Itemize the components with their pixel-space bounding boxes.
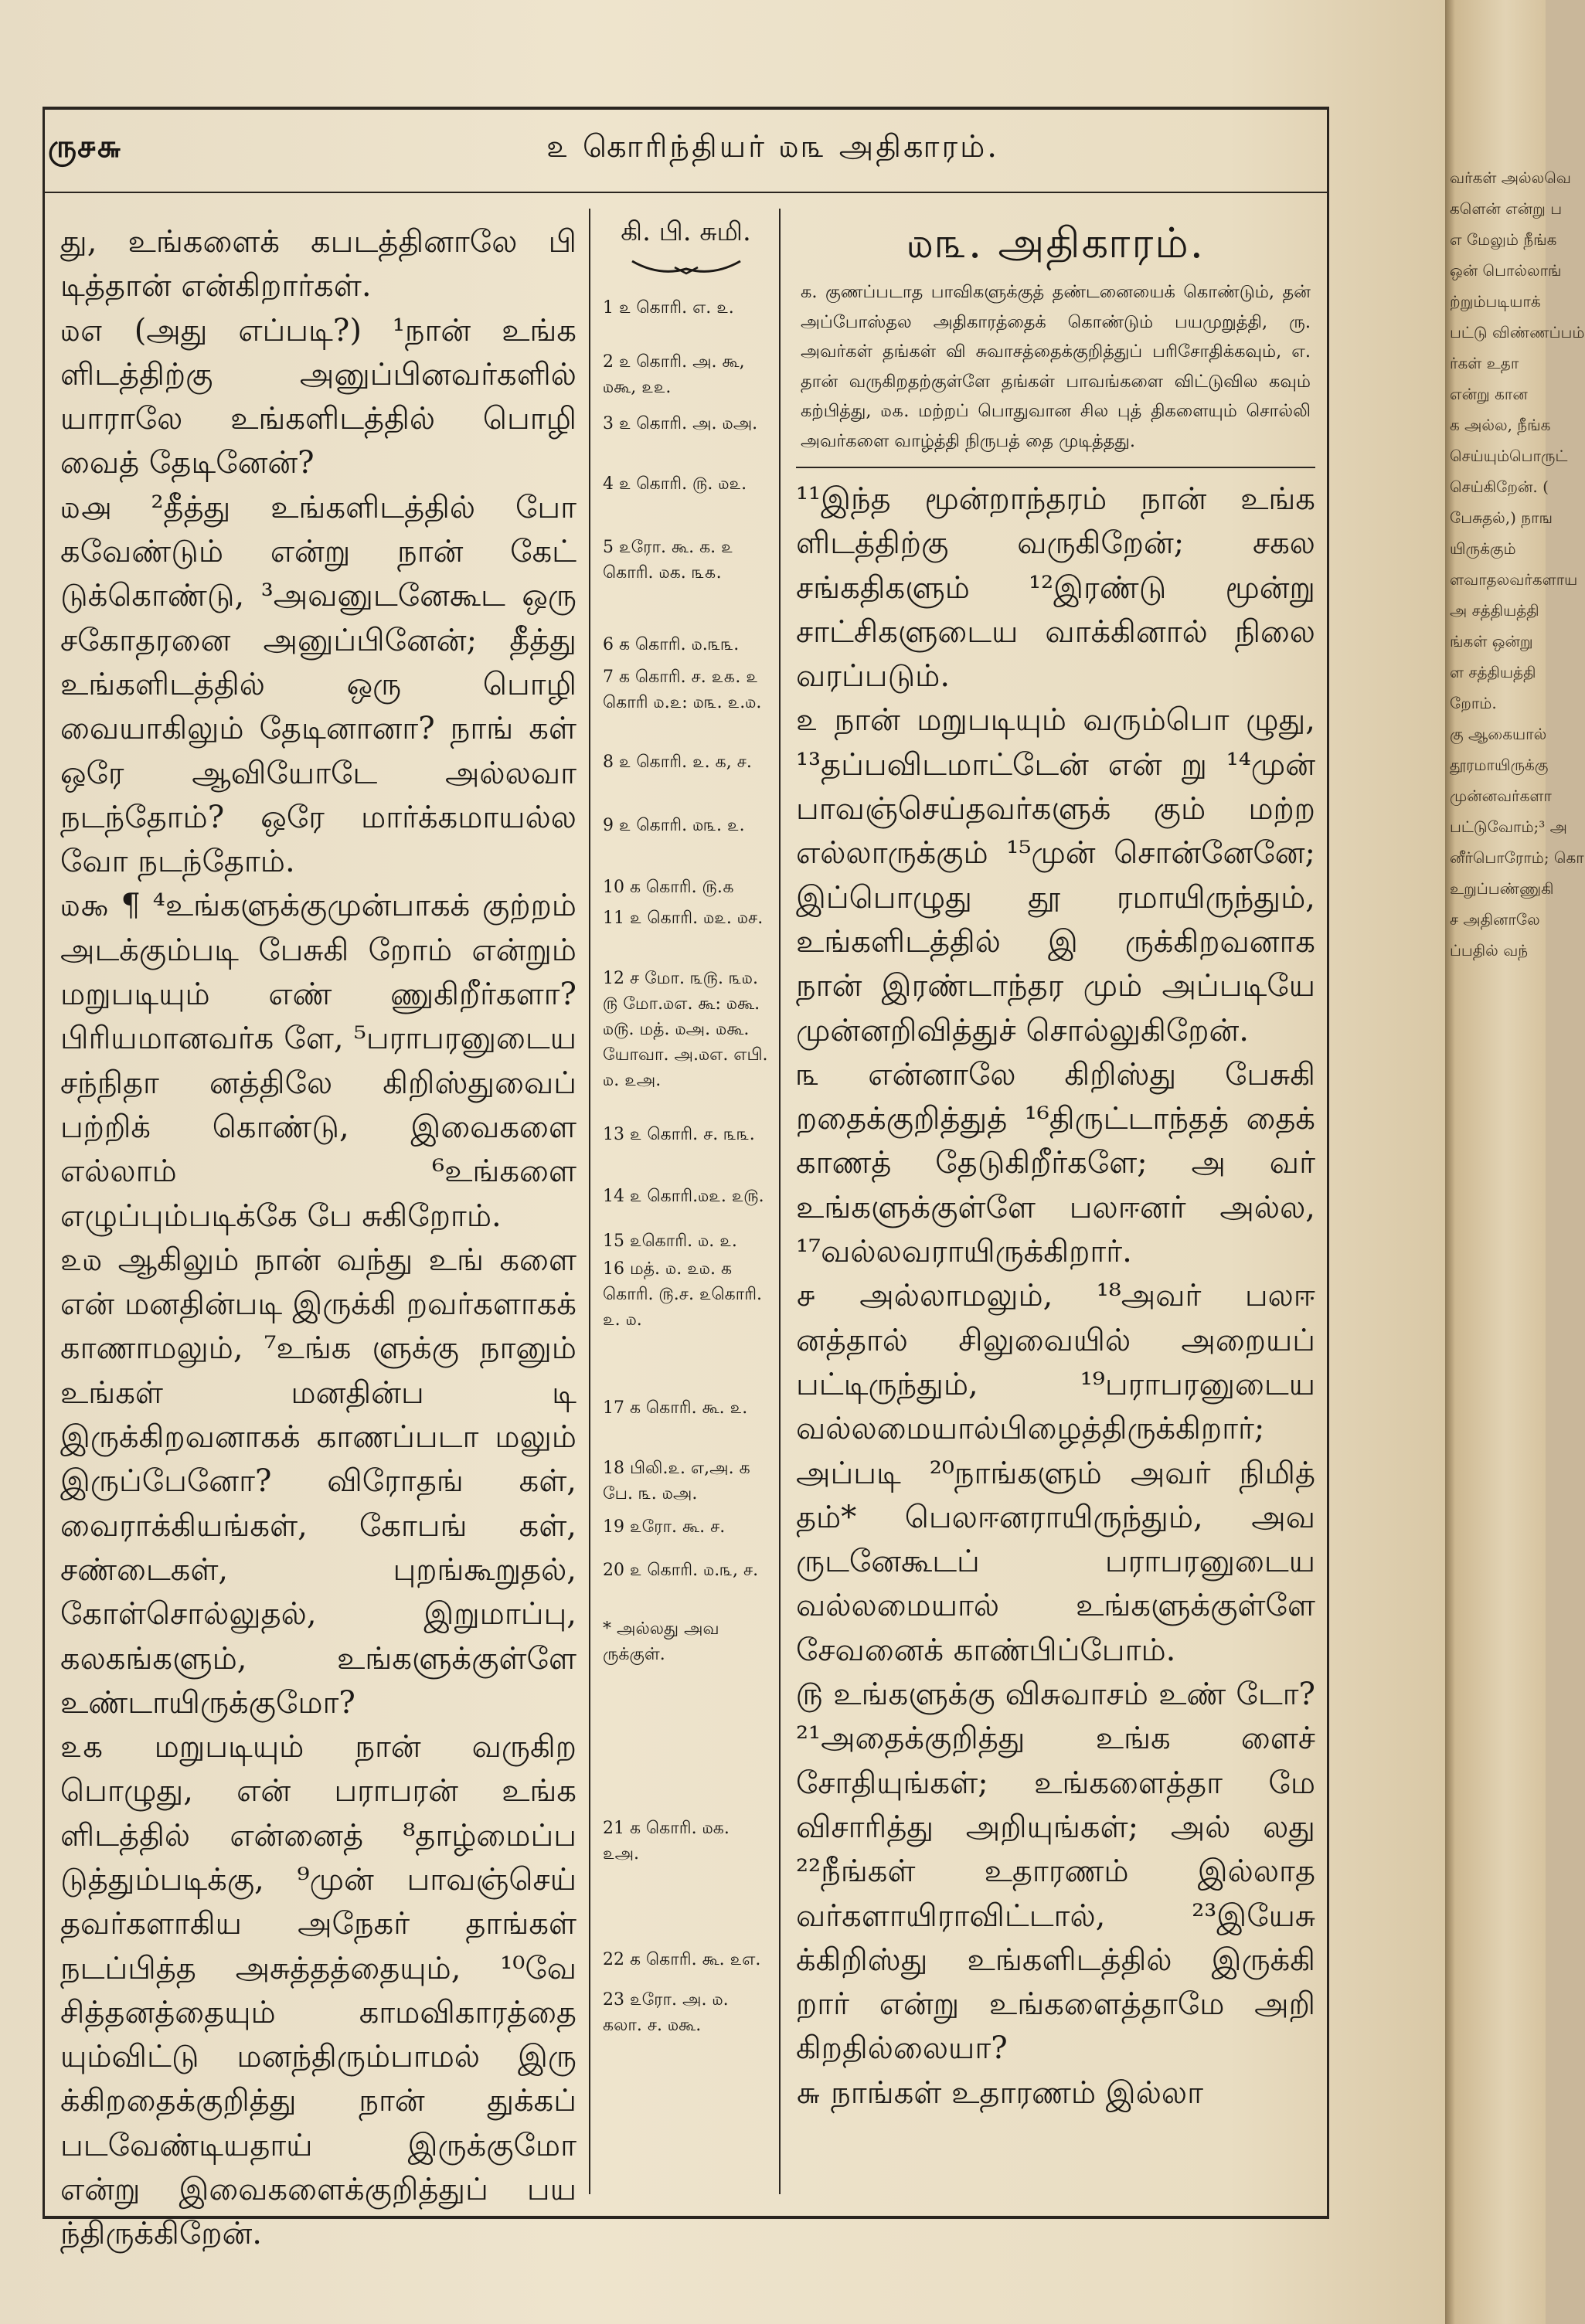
adjacent-page-line: முன்னவர்களா: [1450, 787, 1552, 805]
left-para-5: ௨௰ ஆகிலும் நான் வந்து உங் களை என் மனதின்படி இருக்கி றவர்களாகக் காணாமலும், ⁷உங்க ளுக்கு நானும் உங்கள் மனதின்ப டி இருக்கிறவனாகக் காணப்படா மலும் இருப்பேனோ? விரோதங் கள், வைராக்கியங்கள், கோபங் கள், சண்டைகள், புறங்கூறுதல், கோள்சொல்லுதல், இறுமாப்பு, கலகங்களும், உங்களுக்குள்ளே உண்டாயிருக்குமோ?: [60, 1242, 577, 1721]
adjacent-page-line: ர்கள் உதா: [1450, 354, 1519, 372]
reference-column: [603, 209, 769, 2186]
adjacent-page-text: [1445, 0, 1585, 966]
ref-18: 18 பிலி.௨. எ,அ. க பே. ௩. ௰அ.: [603, 1459, 750, 1503]
right-column: [796, 212, 1315, 2115]
adjacent-page-line: க அல்ல, நீங்க: [1450, 416, 1551, 434]
right-para-6: ௬ நாங்கள் உதாரணம் இல்லா: [796, 2074, 1204, 2111]
ref-12: 12 ச மோ. ௩௫. ௩௰. ௫ மோ.௰எ. கூ: ௰கூ. ௰௫. மத். ௰அ. ௰கூ. யோவா. அ.௰எ. எபி. ௰. ௨அ.: [603, 969, 768, 1090]
adjacent-page-line: ள சத்தியத்தி: [1450, 663, 1536, 681]
ref-13: 13 ௨ கொரி. ச. ௩௩.: [603, 1125, 755, 1144]
top-rule: [43, 107, 1329, 110]
adjacent-page-line: என்று கான: [1450, 385, 1528, 403]
left-para-2: ௰௭ (அது எப்படி?) ¹நான் உங்க ளிடத்திற்கு அனுப்பினவர்களில் யாராலே உங்களிடத்தில் பொழி வைத் தேடினேன்?: [60, 312, 577, 481]
adjacent-page-line: ளவாதலவர்களாய: [1450, 570, 1578, 589]
left-para-4: ௰௯ ¶ ⁴உங்களுக்குமுன்பாகக் குற்றம் அடக்கும்படி பேசுகி றோம் என்றும் மறுபடியும் எண் ணுகிறீர்களா? பிரியமானவர்க ளே, ⁵பராபரனுடைய சந்நிதா னத்திலே கிறிஸ்துவைப் பற்றிக் கொண்டு, இவைகளை எல்லாம் ⁶உங்களை எழுப்பும்படிக்கே பே சுகிறோம்.: [60, 888, 577, 1234]
left-para-6: ௨௧ மறுபடியும் நான் வருகிற பொழுது, என் பராபரன் உங்க ளிடத்தில் என்னைத் ⁸தாழ்மைப்ப டுத்தும்படிக்கு, ⁹முன் பாவஞ்செய் தவர்களாகிய அநேகர் தாங்கள் நடப்பித்த அசுத்தத்தையும், ¹⁰வே சித்தனத்தையும் காமவிகாரத்தை யும்விட்டு மனந்திரும்பாமல் இரு க்கிறதைக்குறித்து நான் துக்கப் படவேண்டியதாய் இருக்குமோ என்று இவைகளைக்குறித்துப் பய ந்திருக்கிறேன்.: [60, 1729, 577, 2252]
ref-9: 9 ௨ கொரி. ௰௩. ௨.: [603, 816, 745, 835]
adjacent-page-line: பட்டுவோம்;³ அ: [1450, 817, 1567, 836]
ref-footnote-star: * அல்லது அவ ருக்குள்.: [603, 1619, 719, 1664]
chapter-summary: க. குணப்படாத பாவிகளுக்குத் தண்டனையைக் கொண்டும், தன் அப்போஸ்தல அதிகாரத்தைக் கொண்டும் பயமுறுத்தி, ரு. அவர்கள் தங்கள் வி சுவாசத்தைக்குறித்துப் பரிசோதிக்கவும், எ. தான் வருகிறதற்குள்ளே தங்கள் பாவங்களை விட்டுவில கவும் கற்பித்து, ௰௧. மற்றப் பொதுவான சில புத் திகளையும் சொல்லி அவர்களை வாழ்த்தி நிருபத் தை முடித்தது.: [801, 282, 1311, 451]
adjacent-page-line: தூரமாயிருக்கு: [1450, 756, 1549, 774]
ref-20: 20 ௨ கொரி. ௰.௩, ச.: [603, 1561, 759, 1580]
ref-4: 4 ௨ கொரி. ௫. ௰௨.: [603, 474, 747, 494]
left-column: [60, 220, 577, 2257]
adjacent-page-line: ற்றும்படியாக்: [1450, 292, 1541, 311]
ref-21: 21 க கொரி. ௰க. ௨அ.: [603, 1819, 730, 1864]
ref-8: 8 ௨ கொரி. ௨. க, ச.: [603, 753, 752, 772]
adjacent-page-line: யிருக்கும்: [1450, 539, 1516, 558]
adjacent-page-line: களென் என்று ப: [1450, 199, 1563, 218]
ref-2: 2 ௨ கொரி. அ. கூ, ௰கூ, ௨௨.: [603, 352, 745, 397]
right-para-5: ௫ உங்களுக்கு விசுவாசம் உண் டோ? ²¹அதைக்குறித்து உங்க ளைச் சோதியுங்கள்; உங்களைத்தா மே விசாரித்து அறியுங்கள்; அல் லது ²²நீங்கள் உதாரணம் இல்லாத வர்களாயிராவிட்டால், ²³இயேசு க்கிறிஸ்து உங்களிடத்தில் இருக்கி றார் என்று உங்களைத்தாமே அறி கிறதில்லையா?: [796, 1677, 1315, 2067]
left-para-1: து, உங்களைக் கபடத்தினாலே பி டித்தான் என்கிறார்கள்.: [60, 224, 577, 304]
adjacent-page-line: அ சத்தியத்தி: [1450, 601, 1539, 620]
ref-7: 7 க கொரி. ச. ௨௧. ௨ கொரி ௰.௨: ௰௩. ௨.௰.: [603, 668, 762, 712]
right-para-3: ௩ என்னாலே கிறிஸ்து பேசுகி றதைக்குறித்துத் ¹⁶திருட்டாந்தத் தைக் காணத் தேடுகிறீர்களே; அ வர் உங்களுக்குள்ளே பலஈனர் அல்ல, ¹⁷வல்லவராயிருக்கிறார்.: [796, 1056, 1315, 1270]
chapter-title: ௰௩. அதிகாரம்.: [906, 219, 1205, 267]
adjacent-page-line: ச அதினாலே: [1450, 910, 1540, 929]
ref-22: 22 க கொரி. கூ. ௨எ.: [603, 1950, 761, 1969]
ref-16: 16 மத். ௰. ௨௰. க கொரி. ௫.ச. ௨கொரி. ௨. ௰.: [603, 1259, 763, 1330]
ornament-flourish: [628, 258, 744, 278]
ref-3: 3 ௨ கொரி. அ. ௰அ.: [603, 414, 758, 433]
right-border: [1327, 107, 1329, 2219]
page-number: ரு௪௬: [48, 128, 122, 165]
ref-14: 14 ௨ கொரி.௰௨. ௨௫.: [603, 1187, 764, 1206]
ref-19: 19 ௨ரோ. கூ. ச.: [603, 1517, 726, 1537]
ref-17: 17 க கொரி. கூ. ௨.: [603, 1398, 748, 1418]
ref-23: 23 ௨ரோ. அ. ௰. கலா. ச. ௰கூ.: [603, 1990, 729, 2035]
adjacent-page-line: ப்பதில் வந்: [1450, 941, 1529, 960]
adjacent-page-line: னீர்பொரோம்; கொ: [1450, 848, 1584, 867]
ref-11: 11 ௨ கொரி. ௰௨. ௰ச.: [603, 909, 764, 928]
adjacent-page-line: பேசுதல்,) நாங: [1450, 508, 1553, 527]
adjacent-page-line: றோம்.: [1450, 694, 1497, 712]
right-para-1: ¹¹இந்த மூன்றாந்தரம் நான் உங்க ளிடத்திற்கு வருகிறேன்; சகல சங்கதிகளும் ¹²இரண்டு மூன்று சாட்சிகளுடைய வாக்கினால் நிலை வரப்படும்.: [796, 481, 1315, 695]
summary-rule: [796, 467, 1315, 468]
adjacent-page-line: ங்கள் ஒன்று: [1450, 632, 1533, 651]
column-divider-2: [779, 209, 781, 2194]
right-para-2: ௨ நான் மறுபடியும் வரும்பொ ழுது, ¹³தப்பவிடமாட்டேன் என் று ¹⁴முன் பாவஞ்செய்தவர்களுக் கும் மற்ற எல்லாருக்கும் ¹⁵முன் சொன்னேனே; இப்பொழுது தூ ரமாயிருந்தும், உங்களிடத்தில் இ ருக்கிறவனாக நான் இரண்டாந்தர மும் அப்படியே முன்னறிவித்துச் சொல்லுகிறேன்.: [796, 702, 1315, 1048]
adjacent-page-line: ஒன் பொல்லாங்: [1450, 261, 1562, 280]
reference-heading: கி. பி. சுமி.: [621, 216, 751, 247]
adjacent-page-line: கு ஆகையால்: [1450, 725, 1547, 743]
ref-6: 6 க கொரி. ௰.௩௩.: [603, 635, 740, 654]
running-title: ௨ கொரிந்தியர் ௰௩ அதிகாரம்.: [546, 129, 1000, 165]
adjacent-page-line: வர்கள் அல்லவெ: [1450, 168, 1571, 187]
left-border: [43, 107, 45, 2219]
ref-5: 5 ௨ரோ. கூ. க. ௨ கொரி. ௰க. ௩௧.: [603, 538, 733, 583]
ref-10: 10 க கொரி. ௫.௧: [603, 878, 734, 897]
adjacent-page-edge: [1445, 0, 1585, 2324]
adjacent-page-line: செய்கிறேன். (: [1450, 477, 1549, 496]
ref-15: 15 ௨கொரி. ௰. ௨.: [603, 1232, 737, 1251]
adjacent-page-line: பட்டு விண்ணப்பம்: [1450, 323, 1585, 341]
header-rule: [43, 192, 1329, 193]
left-para-3: ௰௮ ²தீத்து உங்களிடத்தில் போ கவேண்டும் என்று நான் கேட் டுக்கொண்டு, ³அவனுடனேகூட ஒரு சகோதரனை அனுப்பினேன்; தீத்து உங்களிடத்தில் ஒரு பொழி வையாகிலும் தேடினானா? நாங் கள் ஒரே ஆவியோடே அல்லவா நடந்தோம்? ஒரே மார்க்கமாயல்ல வோ நடந்தோம்.: [60, 489, 577, 880]
adjacent-page-line: உறுப்பண்ணுகி: [1450, 879, 1554, 898]
ref-1: 1 ௨ கொரி. எ. ௨.: [603, 298, 734, 318]
adjacent-page-line: எ மேலும் நீங்க: [1450, 230, 1557, 249]
column-divider-1: [589, 209, 590, 2194]
adjacent-page-line: செய்யும்பொருட்: [1450, 447, 1568, 465]
right-para-4: ௪ அல்லாமலும், ¹⁸அவர் பலஈ னத்தால் சிலுவையில் அறையப் பட்டிருந்தும், ¹⁹பராபரனுடைய வல்லமையால்பிழைத்திருக்கிறார்; அப்படி ²⁰நாங்களும் அவர் நிமித் தம்* பெலஈனராயிருந்தும், அவ ருடனேகூடப் பராபரனுடைய வல்லமையால் உங்களுக்குள்ளே சேவனைக் காண்பிப்போம்.: [796, 1278, 1315, 1668]
